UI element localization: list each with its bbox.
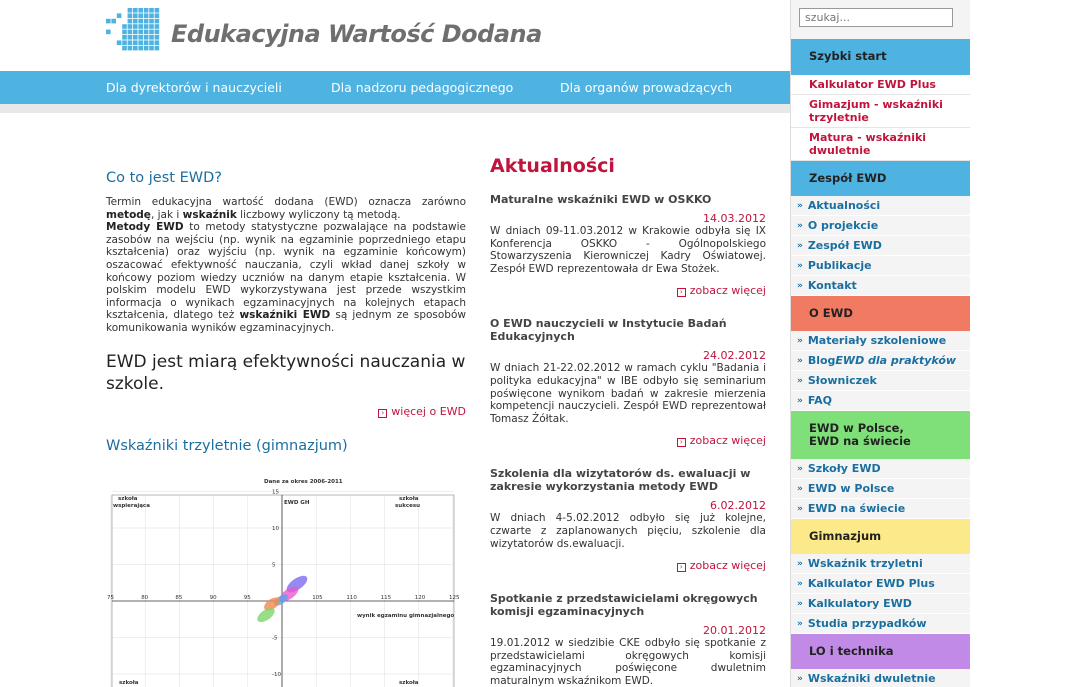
what-is-ewd-heading: Co to jest EWD? (106, 170, 222, 186)
bullet-icon: » (797, 280, 803, 291)
y-axis-label: EWD GH (284, 500, 310, 506)
nav-item-organy[interactable]: Dla organów prowadzących (560, 80, 733, 95)
quadrant-tr-line1: szkoła (399, 496, 419, 502)
sidebar-item-gimnazjum-0[interactable]: » Wskaźnik trzyletni (791, 554, 970, 574)
sidebar-head-polska: EWD w Polsce, EWD na świecie (791, 411, 970, 459)
x-tick-label: 80 (141, 595, 149, 601)
y-tick-label: -5 (272, 635, 278, 642)
bullet-icon: » (797, 463, 803, 474)
news-body: W dniach 4-5.02.2012 odbyło się już kolejne, czwarte z zaplanowanych pięciu, szkolenie dla wizytatorów ds.ewaluacji. (490, 512, 766, 550)
bullet-icon: » (797, 618, 803, 629)
sidebar-item-zespol-0[interactable]: » Aktualności (791, 196, 970, 216)
news-item-oskko (490, 193, 766, 297)
news-heading: Aktualności (490, 155, 615, 177)
news-title[interactable]: Szkolenia dla wizytatorów ds. ewaluacji w zakresie wykorzystania metody EWD (490, 467, 751, 494)
arrow-right-icon: › (378, 409, 387, 418)
news-item-ibe (490, 317, 766, 447)
sidebar-quick-matura[interactable]: Matura - wskaźniki dwuletnie (791, 128, 970, 161)
bullet-icon: » (797, 598, 803, 609)
news-item-wizytatorzy (490, 467, 766, 572)
sidebar-head-oewd: O EWD (791, 296, 970, 331)
bullet-icon: » (797, 673, 803, 684)
chart-frame (112, 495, 454, 687)
news-column (490, 155, 766, 687)
sidebar-item-blog[interactable]: » Blog EWD dla praktyków (791, 351, 970, 371)
bullet-icon: » (797, 240, 803, 251)
sidebar-item-polska-1[interactable]: » EWD w Polsce (791, 479, 970, 499)
news-more-link[interactable]: › zobacz więcej (490, 559, 766, 572)
sidebar-item-slowniczek[interactable]: » Słowniczek (791, 371, 970, 391)
nav-item-dyrektorzy[interactable]: Dla dyrektorów i nauczycieli (106, 80, 282, 95)
sidebar-head-szybki-start: Szybki start (791, 39, 970, 73)
bullet-icon: » (797, 260, 803, 271)
sidebar-item-gimnazjum-3[interactable]: » Studia przypadków (791, 614, 970, 634)
sidebar-item-zespol-2[interactable]: » Zespół EWD (791, 236, 970, 256)
sidebar-quick-gimnazjum[interactable]: Gimazjum - wskaźniki trzyletnie (791, 95, 970, 128)
sidebar-item-polska-0[interactable]: » Szkoły EWD (791, 459, 970, 479)
sidebar-item-gimnazjum-2[interactable]: » Kalkulatory EWD (791, 594, 970, 614)
arrow-right-icon: › (677, 438, 686, 447)
quadrant-label-tr (395, 496, 420, 509)
ewd-logo-icon[interactable] (106, 8, 162, 54)
sidebar-item-zespol-3[interactable]: » Publikacje (791, 256, 970, 276)
x-tick-label: 90 (209, 595, 217, 601)
news-title[interactable]: Spotkanie z przedstawicielami okręgowych komisji egzaminacyjnych (490, 592, 758, 619)
sidebar-quick-kalkulator[interactable]: Kalkulator EWD Plus (791, 73, 970, 95)
left-column (106, 170, 466, 454)
x-tick-label: 115 (380, 595, 392, 601)
quadrant-tr-line2: sukcesu (395, 503, 421, 509)
x-tick-label: 120 (414, 595, 426, 601)
ewd-chart[interactable] (106, 476, 466, 687)
quadrant-label-br: szkoła (399, 680, 419, 686)
sub-bar (0, 104, 790, 113)
intro-text: Termin edukacyjna wartość dodana (EWD) oznacza zarówno metodę, jak i wskaźnik liczbowy wyliczony tą metodą. Metody EWD to metody statystyczne pozwalające na podstawie zasobów na wejściu (np. wynik na egzaminie poprzedniego etapu kształcenia) oraz wyjściu (np. wynik na egzaminie końcowym) oszacować efektywność nauczania, czyli wkład danej szkoły w końcowy poziom wiedzy uczniów na danym etapie kształcenia. W polskim modelu EWD wykorzystywana jest przede wszystkim informacja o wynikach egzaminacyjnych na kolejnych etapach kształcenia, dlatego też wskaźniki EWD są jednym ze sposobów komunikowania wyników egzaminacyjnych. (106, 196, 466, 334)
quadrant-tl-line1: szkoła (118, 496, 138, 502)
header (0, 0, 790, 71)
sidebar-item-polska-2[interactable]: » EWD na świecie (791, 499, 970, 519)
quadrant-tl-line2: wspierająca (113, 503, 150, 509)
bullet-icon: » (797, 578, 803, 589)
chart-title: Dane za okres 2006-2011 (264, 479, 343, 485)
chart-grid (111, 489, 454, 687)
quadrant-label-bl: szkoła (119, 680, 139, 686)
y-tick-label: 10 (272, 526, 279, 532)
news-title[interactable]: Maturalne wskaźniki EWD w OSKKO (490, 193, 712, 206)
sidebar-head-zespol: Zespół EWD (791, 161, 970, 196)
sidebar-item-lo-0[interactable]: » Wskaźniki dwuletnie (791, 669, 970, 687)
quadrant-label-tl (113, 496, 150, 509)
site-title[interactable]: Edukacyjna Wartość Dodana (171, 20, 542, 48)
news-more-link[interactable]: › zobacz więcej (490, 284, 766, 297)
news-body: W dniach 09-11.03.2012 w Krakowie odbyła się IX Konferencja OSKKO - Ogólnopolskiego Stowarzyszenia Kierowniczej Kadry Oświatowej. Zespół EWD reprezentowała dr Ewa Stożek. (490, 225, 766, 275)
x-tick-label: 95 (243, 595, 251, 601)
news-date: 20.01.2012 (703, 624, 766, 638)
indicators-heading[interactable]: Wskaźniki trzyletnie (gimnazjum) (106, 437, 348, 454)
news-date: 14.03.2012 (703, 212, 766, 225)
x-tick-label: 85 (175, 595, 183, 601)
nav-item-nadzor[interactable]: Dla nadzoru pedagogicznego (331, 80, 514, 95)
sidebar-item-faq[interactable]: » FAQ (791, 391, 970, 411)
bullet-icon: » (797, 200, 803, 211)
more-about-ewd-link[interactable]: › więcej o EWD (106, 405, 466, 418)
sidebar-item-zespol-4[interactable]: » Kontakt (791, 276, 970, 296)
news-item-cke (490, 592, 766, 687)
news-date: 6.02.2012 (710, 499, 766, 513)
sidebar-item-zespol-1[interactable]: » O projekcie (791, 216, 970, 236)
news-title[interactable]: O EWD nauczycieli w Instytucie Badań Edukacyjnych (490, 317, 727, 344)
news-body: 19.01.2012 w siedzibie CKE odbyło się spotkanie z przedstawicielami okręgowych komisji egzaminacyjnych poświęcone dwuletnim maturalnym wskaźnikom EWD. (490, 637, 766, 687)
bullet-icon: » (797, 503, 803, 514)
y-tick-label: 5 (272, 562, 276, 569)
news-date: 24.02.2012 (703, 349, 766, 363)
news-more-link[interactable]: › zobacz więcej (490, 434, 766, 447)
search-area (791, 0, 970, 39)
x-tick-label: 110 (346, 595, 357, 601)
sidebar-head-lo: LO i technika (791, 634, 970, 669)
x-tick-label: 105 (312, 595, 323, 601)
bullet-icon: » (797, 558, 803, 569)
bullet-icon: » (797, 220, 803, 231)
sidebar-item-gimnazjum-1[interactable]: » Kalkulator EWD Plus (791, 574, 970, 594)
y-tick-label: 15 (272, 489, 279, 496)
sidebar-item-materialy[interactable]: » Materiały szkoleniowe (791, 331, 970, 351)
x-tick-label: 75 (107, 595, 114, 601)
news-body: W dniach 21-22.02.2012 w ramach cyklu "Badania i polityka edukacyjna" w IBE odbyło się seminarium poświęcone wynikom badań w zakresie mierzenia kompetencji nauczycieli. Zespół EWD reprezentował Tomasz Żółtak. (490, 362, 766, 425)
top-nav (0, 71, 790, 104)
y-tick-label: -10 (272, 672, 281, 678)
x-axis-label: wynik egzaminu gimnazjalnego (357, 613, 455, 619)
sidebar-head-gimnazjum: Gimnazjum (791, 519, 970, 554)
arrow-right-icon: › (677, 563, 686, 572)
arrow-right-icon: › (677, 288, 686, 297)
x-tick-label: 125 (449, 595, 460, 601)
search-input[interactable] (799, 8, 953, 27)
tagline: EWD jest miarą efektywności nauczania w szkole. (106, 351, 466, 394)
bullet-icon: » (797, 483, 803, 494)
sidebar (790, 0, 970, 687)
chart-ellipses (255, 573, 310, 625)
